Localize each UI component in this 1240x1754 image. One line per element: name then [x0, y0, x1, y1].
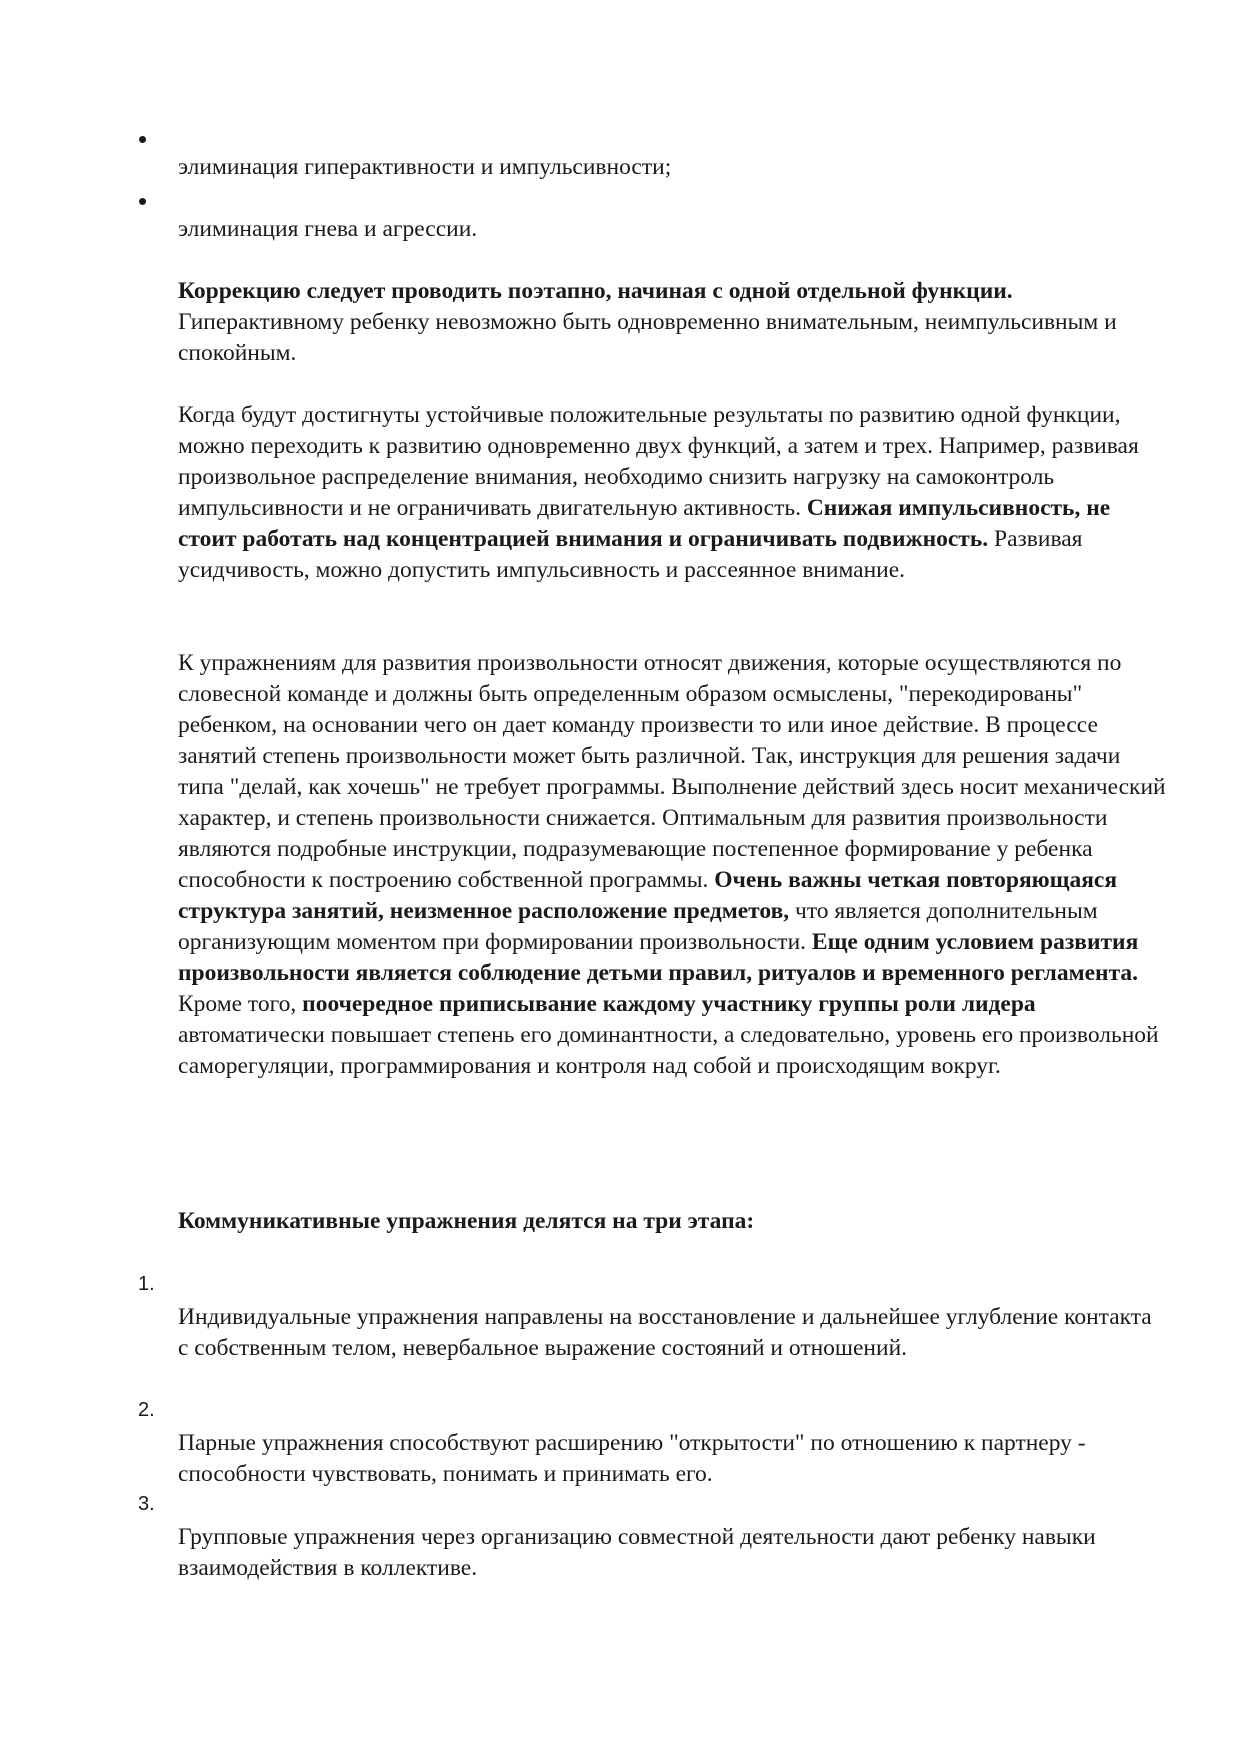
bold-text: Очень важны четкая повторяющаяся структура занятий, неизменное расположение предметов, — [178, 867, 1118, 924]
paragraph-text: что является дополнительным организующим моментом при формировании произвольности. — [178, 898, 1098, 955]
paragraph-staged-correction — [178, 276, 1168, 369]
paragraph-functions-development — [178, 400, 1168, 586]
list-number: 2. — [138, 1399, 155, 1421]
bold-text: Еще одним условием развития произвольности является соблюдение детьми правил, ритуалов и временного регламента. — [178, 929, 1139, 986]
bold-text: Снижая импульсивность, не стоит работать над концентрацией внимания и ограничивать подвижность. — [178, 495, 1111, 552]
paragraph-text: автоматически повышает степень его доминантности, а следовательно, уровень его произвольной саморегуляции, программирования и контроля над собой и происходящим вокруг. — [178, 1022, 1159, 1079]
paragraph-text: Кроме того, — [178, 991, 303, 1017]
bullet-item-text: элиминация гнева и агрессии. — [178, 216, 478, 242]
bullet-item-text: элиминация гиперактивности и импульсивности; — [178, 154, 672, 180]
section-heading: Коммуникативные упражнения делятся на три этапа: — [178, 1208, 755, 1234]
bold-text: поочередное приписывание каждому участнику группы роли лидера — [302, 991, 1036, 1017]
list-number: 1. — [138, 1273, 155, 1295]
paragraph-text: Гиперактивному ребенку невозможно быть одновременно внимательным, неимпульсивным и спокойным. — [178, 309, 1117, 366]
numbered-item-text: Групповые упражнения через организацию совместной деятельности дают ребенку навыки взаимодействия в коллективе. — [178, 1524, 1096, 1581]
paragraph-text: Развивая усидчивость, можно допустить импульсивность и рассеянное внимание. — [178, 526, 1083, 583]
paragraph-text: К упражнениям для развития произвольности относят движения, которые осуществляются по словесной команде и должны быть определенным образом осмыслены, "перекодированы" ребенком, на основании чего он дает команду произвести то или иное действие. В процессе занятий степень произвольности может быть различной. Так, инструкция для решения задачи типа "делай, как хочешь" не требует программы. Выполнение действий здесь носит механический характер, и степень произвольности снижается. Оптимальным для развития произвольности являются подробные инструкции, подразумевающие постепенное формирование у ребенка способности к построению собственной программы. — [178, 650, 1166, 893]
list-number: 3. — [138, 1493, 155, 1515]
bullet-icon: • — [138, 124, 148, 154]
numbered-item-text: Индивидуальные упражнения направлены на восстановление и дальнейшее углубление контакта с собственным телом, невербальное выражение состояний и отношений. — [178, 1304, 1152, 1361]
paragraph-text: Когда будут достигнуты устойчивые положительные результаты по развитию одной функции, можно переходить к развитию одновременно двух функций, а затем и трех. Например, развивая произвольное распределение внимания, необходимо снизить нагрузку на самоконтроль импульсивности и не ограничивать двигательную активность. — [178, 402, 1139, 521]
numbered-item-text: Парные упражнения способствуют расширению "открытости" по отношению к партнеру - способности чувствовать, понимать и принимать его. — [178, 1430, 1086, 1487]
paragraph-voluntariness-exercises — [178, 648, 1168, 1082]
bold-text: Коррекцию следует проводить поэтапно, начиная с одной отдельной функции. — [178, 278, 1013, 304]
bullet-icon: • — [138, 186, 148, 216]
